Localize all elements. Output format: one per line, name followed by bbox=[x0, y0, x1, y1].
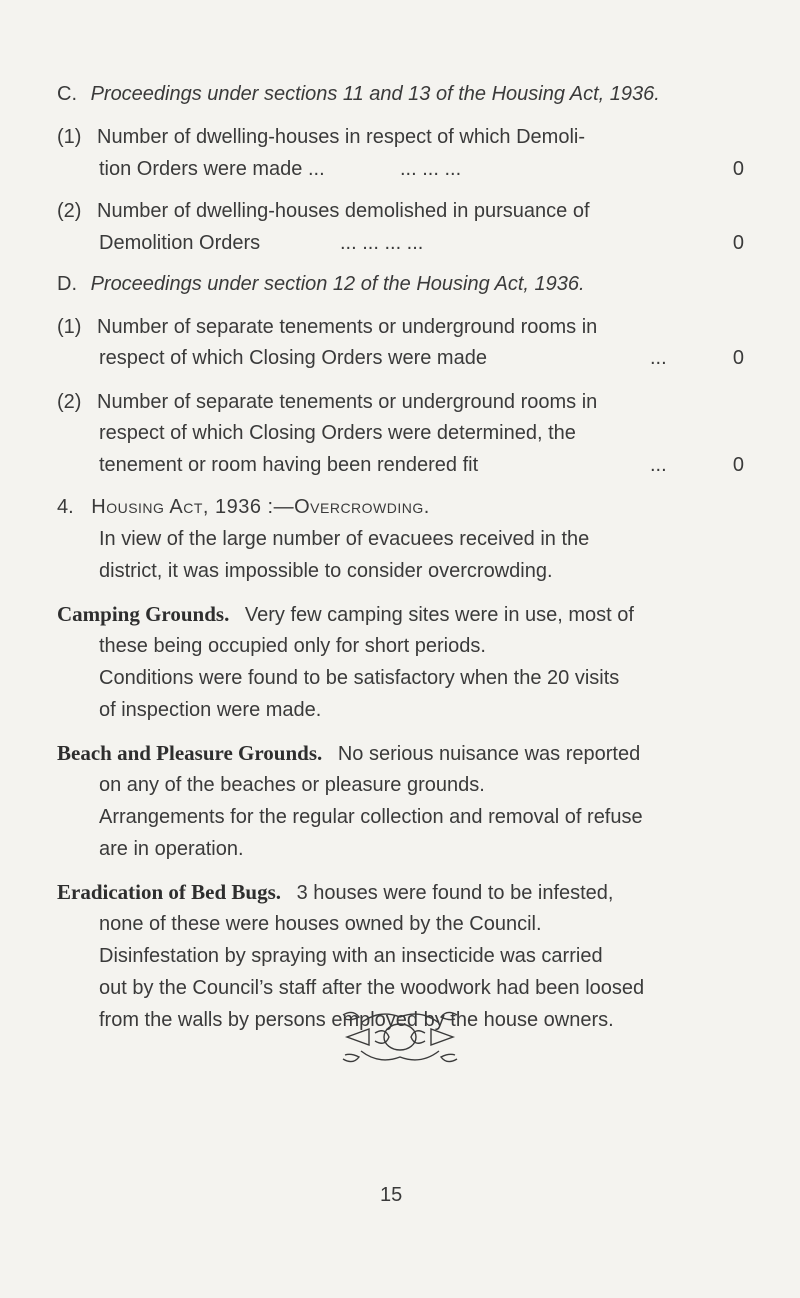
camping-line-2: these being occupied only for short periods. bbox=[99, 635, 486, 657]
beach-line-2: on any of the beaches or pleasure grounds. bbox=[99, 774, 485, 796]
section-c-item-1-value: 0 bbox=[732, 158, 744, 180]
leader-dots: ... ... ... bbox=[400, 158, 462, 180]
section-d-item-1-line-2 bbox=[99, 346, 487, 370]
camping-text: Very few camping sites were in use, most of bbox=[244, 604, 634, 626]
section-c-item-2-line-2 bbox=[99, 231, 260, 255]
item-text: tion Orders were made ... bbox=[99, 158, 325, 180]
item-text: respect of which Closing Orders were made bbox=[99, 347, 487, 369]
item-number: (2) bbox=[57, 200, 82, 222]
section-c-item-2-line-1 bbox=[57, 199, 590, 223]
beach-paragraph-line-1 bbox=[57, 741, 640, 766]
item-text: respect of which Closing Orders were determined, the bbox=[99, 422, 576, 444]
camping-paragraph-line-1 bbox=[57, 602, 634, 627]
item-text: Number of separate tenements or underground rooms in bbox=[97, 391, 598, 413]
page-number: 15 bbox=[380, 1184, 403, 1206]
section-c-label: C. bbox=[57, 83, 77, 105]
section-d-item-2-line-2 bbox=[99, 421, 576, 445]
item-text: Number of dwelling-houses demolished in pursuance of bbox=[97, 200, 590, 222]
camping-line-3: Conditions were found to be satisfactory when the 20 visits bbox=[99, 667, 620, 689]
item-text: tenement or room having been rendered fit bbox=[99, 454, 479, 476]
section-d-item-2-value: 0 bbox=[732, 454, 744, 476]
section-d-item-2-line-1 bbox=[57, 390, 597, 414]
bedbugs-line-2: none of these were houses owned by the Council. bbox=[99, 913, 542, 935]
bedbugs-heading: Eradication of Bed Bugs. bbox=[57, 880, 282, 904]
section-c-item-1-line-1 bbox=[57, 125, 585, 149]
bedbugs-text: 3 houses were found to be infested, bbox=[296, 882, 614, 904]
camping-heading: Camping Grounds. bbox=[57, 602, 230, 626]
section-d-heading bbox=[57, 272, 585, 296]
section-4-title: Housing Act, 1936 :—Overcrowding. bbox=[91, 496, 430, 518]
item-number: (1) bbox=[57, 316, 82, 338]
section-d-item-1-line-1 bbox=[57, 315, 597, 339]
bedbugs-line-3: Disinfestation by spraying with an insecticide was carried bbox=[99, 945, 603, 967]
section-c-item-1-line-2 bbox=[99, 157, 325, 181]
item-number: (2) bbox=[57, 391, 82, 413]
bedbugs-paragraph-line-1 bbox=[57, 880, 613, 905]
section-d-label: D. bbox=[57, 273, 77, 295]
bedbugs-line-5: from the walls by persons employed by the house owners. bbox=[99, 1009, 614, 1031]
item-number: (1) bbox=[57, 126, 82, 148]
item-text: Number of dwelling-houses in respect of which Demoli- bbox=[97, 126, 586, 148]
section-c-item-2-value: 0 bbox=[732, 232, 744, 254]
section-4-line-1: In view of the large number of evacuees received in the bbox=[99, 528, 590, 550]
section-4-line-2: district, it was impossible to consider overcrowding. bbox=[99, 560, 553, 582]
section-d-item-1-value: 0 bbox=[732, 347, 744, 369]
item-text: Number of separate tenements or underground rooms in bbox=[97, 316, 598, 338]
decorative-scroll-ornament-icon bbox=[339, 1007, 461, 1067]
leader-dots: ... bbox=[650, 347, 667, 369]
beach-line-3: Arrangements for the regular collection and removal of refuse bbox=[99, 806, 643, 828]
section-4-heading bbox=[57, 495, 430, 519]
section-4-label: 4. bbox=[57, 496, 74, 518]
camping-line-4: of inspection were made. bbox=[99, 699, 322, 721]
beach-heading: Beach and Pleasure Grounds. bbox=[57, 741, 323, 765]
section-d-title: Proceedings under section 12 of the Housing Act, 1936. bbox=[90, 273, 585, 295]
bedbugs-line-4: out by the Council’s staff after the woodwork had been loosed bbox=[99, 977, 645, 999]
section-d-item-2-line-3 bbox=[99, 453, 478, 477]
section-c-heading bbox=[57, 82, 660, 106]
leader-dots: ... ... ... ... bbox=[340, 232, 424, 254]
beach-line-4: are in operation. bbox=[99, 838, 244, 860]
leader-dots: ... bbox=[650, 454, 667, 476]
item-text: Demolition Orders bbox=[99, 232, 261, 254]
beach-text: No serious nuisance was reported bbox=[337, 743, 641, 765]
section-c-title: Proceedings under sections 11 and 13 of the Housing Act, 1936. bbox=[90, 83, 660, 105]
